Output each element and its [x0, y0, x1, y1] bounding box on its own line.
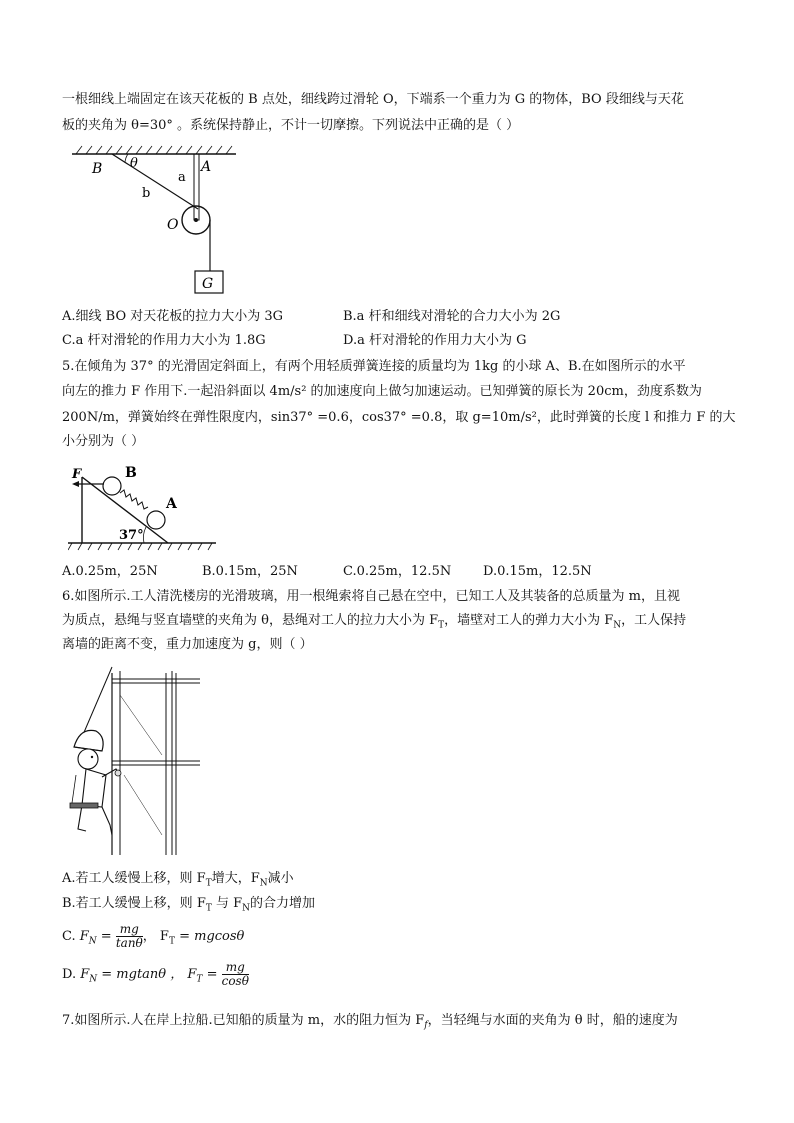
- q6-text-line-2: 为质点，悬绳与竖直墙壁的夹角为 θ，悬绳对工人的拉力大小为 $F_T$，墙壁对工人的弹力大小为 $F_N$，工人保持: [62, 613, 687, 631]
- q6-text-line-3: 离墙的距离不变，重力加速度为 g，则（ ）: [62, 637, 313, 652]
- label-theta: θ: [130, 156, 138, 171]
- q5-option-b: B.0.15m，25N: [202, 564, 298, 579]
- q6-option-a: A.若工人缓慢上移，则 $F_T$增大，$F_N$减小: [62, 871, 294, 889]
- window-cleaner-figure: [62, 665, 202, 857]
- label-B: B: [92, 161, 103, 177]
- q4-option-d: D.a 杆对滑轮的作用力大小为 G: [343, 333, 527, 348]
- q6-text-line-1: 6.如图所示.工人清洗楼房的光滑玻璃，用一根绳索将自己悬在空中，已知工人及其装备的总质量为 m，且视: [62, 589, 680, 604]
- q4-option-a: A.细线 BO 对天花板的拉力大小为 3G: [62, 309, 284, 324]
- label-ball-B: B: [125, 465, 137, 481]
- q5-option-d: D.0.15m，12.5N: [483, 564, 592, 579]
- label-A: A: [201, 159, 212, 175]
- label-angle-37: 37°: [119, 528, 144, 543]
- q4-text-line-2: 板的夹角为 θ=30° 。系统保持静止，不计一切摩擦。下列说法中正确的是（ ）: [62, 118, 520, 133]
- q5-option-a: A.0.25m，25N: [62, 564, 158, 579]
- pulley-figure: [70, 145, 240, 297]
- incline-figure: [68, 463, 218, 551]
- label-O: O: [167, 217, 179, 233]
- q5-text-line-2: 向左的推力 F 作用下.一起沿斜面以 4m/s² 的加速度向上做匀加速运动。已知弹簧的原长为 20cm，劲度系数为: [62, 384, 702, 399]
- q6-option-d: D. $F_N = mgtan\theta$ ， $F_T$ = $\frac{mg}{\cos\theta}$: [62, 960, 249, 988]
- q5-text-line-3: 200N/m，弹簧始终在弹性限度内，sin37° =0.6，cos37° =0.8，取 g=10m/s²，此时弹簧的长度 l 和推力 F 的大: [62, 410, 736, 425]
- label-G: G: [202, 276, 214, 292]
- q4-option-b: B.a 杆和细线对滑轮的合力大小为 2G: [343, 309, 561, 324]
- q5-text-line-1: 5.在倾角为 37° 的光滑固定斜面上，有两个用轻质弹簧连接的质量均为 1kg 的小球 A、B.在如图所示的水平: [62, 359, 686, 374]
- q5-text-line-4: 小分别为（ ）: [62, 434, 145, 449]
- q6-option-b: B.若工人缓慢上移，则 $F_T$ 与 $F_N$的合力增加: [62, 896, 316, 914]
- label-b: b: [142, 186, 151, 201]
- label-F: F: [72, 467, 82, 482]
- fraction-mg-over-cos: $\frac{mg}{\cos\theta}$: [221, 960, 249, 988]
- q4-option-c: C.a 杆对滑轮的作用力大小为 1.8G: [62, 333, 266, 348]
- fraction-mg-over-tan: $\frac{mg}{\tan\theta}$: [115, 922, 143, 950]
- q7-text-line-1: 7.如图所示.人在岸上拉船.已知船的质量为 m，水的阻力恒为 $F_f$，当轻绳与水面的夹角为 θ 时，船的速度为: [62, 1013, 678, 1031]
- q6-option-c: C. $F_N$ = $\frac{mg}{\tan\theta}$ ， $F_T = mgcos\theta$: [62, 922, 245, 950]
- label-a: a: [178, 170, 186, 185]
- q5-option-c: C.0.25m，12.5N: [343, 564, 452, 579]
- q4-text-line-1: 一根细线上端固定在该天花板的 B 点处，细线跨过滑轮 O，下端系一个重力为 G 的物体，BO 段细线与天花: [62, 92, 684, 107]
- label-ball-A: A: [166, 496, 177, 512]
